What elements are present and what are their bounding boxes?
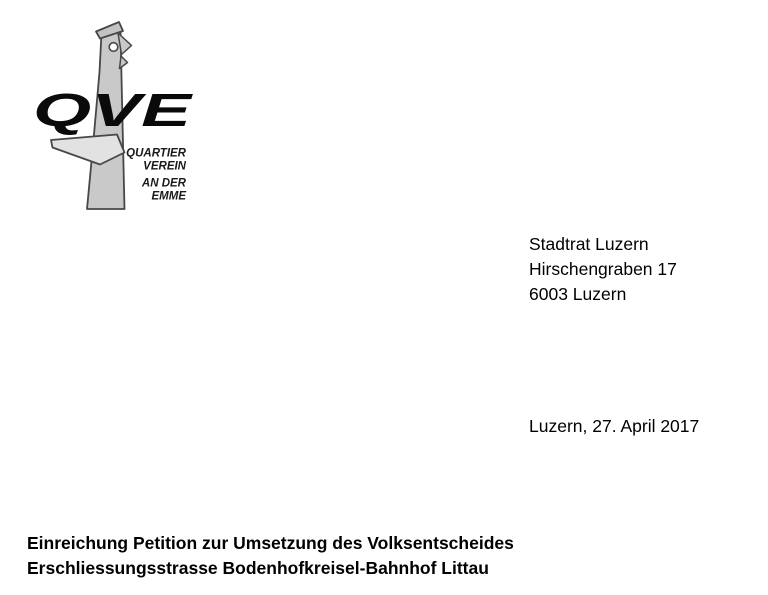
place-date-line: Luzern, 27. April 2017 xyxy=(529,416,700,436)
subject-line-1: Einreichung Petition zur Umsetzung des Volksentscheides xyxy=(27,533,514,553)
logo-acronym-text: QVE xyxy=(33,84,194,136)
logo-caption-line: EMME xyxy=(151,190,186,203)
recipient-city: 6003 Luzern xyxy=(529,284,627,304)
logo-eye xyxy=(109,43,118,52)
logo-caption-line: VEREIN xyxy=(143,160,186,173)
logo-caption-line: QUARTIER xyxy=(126,147,186,160)
logo-beak-lower xyxy=(120,56,128,69)
recipient-name: Stadtrat Luzern xyxy=(529,234,649,254)
recipient-street: Hirschengraben 17 xyxy=(529,259,677,279)
logo-caption-line: AN DER xyxy=(141,177,186,190)
recipient-address xyxy=(529,232,677,307)
qve-logo xyxy=(0,0,220,215)
subject-line-2: Erschliessungsstrasse Bodenhofkreisel-Bahnhof Littau xyxy=(27,558,489,578)
subject-heading xyxy=(27,531,514,581)
